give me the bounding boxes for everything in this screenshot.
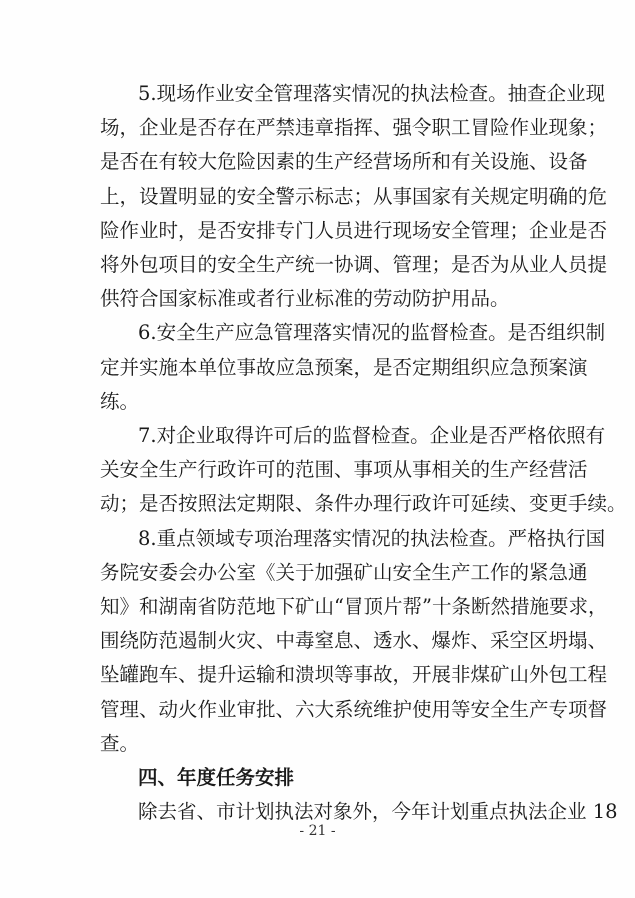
paragraph-7-line-3: 动；是否按照法定期限、条件办理行政许可延续、变更手续。 xyxy=(100,492,627,515)
paragraph-7-line-1: 7.对企业取得许可后的监督检查。企业是否严格依照有 xyxy=(138,424,606,447)
paragraph-8-line-1: 8.重点领域专项治理落实情况的执法检查。严格执行国 xyxy=(138,527,606,550)
paragraph-5-line-2: 场，企业是否存在严禁违章指挥、强令职工冒险作业现象； xyxy=(100,116,608,139)
paragraph-8-line-4: 围绕防范遏制火灾、中毒窒息、透水、爆炸、采空区坍塌、 xyxy=(100,629,608,652)
paragraph-6-line-1: 6.安全生产应急管理落实情况的监督检查。是否组织制 xyxy=(138,321,606,344)
paragraph-8-line-5: 坠罐跑车、提升运输和溃坝等事故，开展非煤矿山外包工程 xyxy=(100,663,608,686)
paragraph-5-line-1: 5.现场作业安全管理落实情况的执法检查。抽查企业现 xyxy=(138,82,606,105)
paragraph-8-line-6: 管理、动火作业审批、六大系统维护使用等安全生产专项督 xyxy=(100,698,608,721)
paragraph-8-line-7: 查。 xyxy=(100,732,140,755)
paragraph-5-line-6: 将外包项目的安全生产统一协调、管理；是否为从业人员提 xyxy=(100,253,608,276)
paragraph-5-line-7: 供符合国家标准或者行业标准的劳动防护用品。 xyxy=(100,287,510,310)
paragraph-8-line-2: 务院安委会办公室《关于加强矿山安全生产工作的紧急通 xyxy=(100,561,588,584)
paragraph-8-line-3: 知》和湖南省防范地下矿山“冒顶片帮”十条断然措施要求， xyxy=(100,595,608,618)
paragraph-6-line-2: 定并实施本单位事故应急预案，是否定期组织应急预案演 xyxy=(100,356,588,379)
paragraph-7-line-2: 关安全生产行政许可的范围、事项从事相关的生产经营活 xyxy=(100,458,588,481)
paragraph-6-line-3: 练。 xyxy=(100,390,140,413)
paragraph-5-line-3: 是否在有较大危险因素的生产经营场所和有关设施、设备 xyxy=(100,150,588,173)
paragraph-5-line-4: 上，设置明显的安全警示标志；从事国家有关规定明确的危 xyxy=(100,185,608,208)
final-paragraph-line-1: 除去省、市计划执法对象外，今年计划重点执法企业 18 xyxy=(138,800,618,823)
section-heading: 四、年度任务安排 xyxy=(138,766,295,789)
page-number: - 21 - xyxy=(299,823,336,839)
paragraph-5-line-5: 险作业时，是否安排专门人员进行现场安全管理；企业是否 xyxy=(100,219,608,242)
